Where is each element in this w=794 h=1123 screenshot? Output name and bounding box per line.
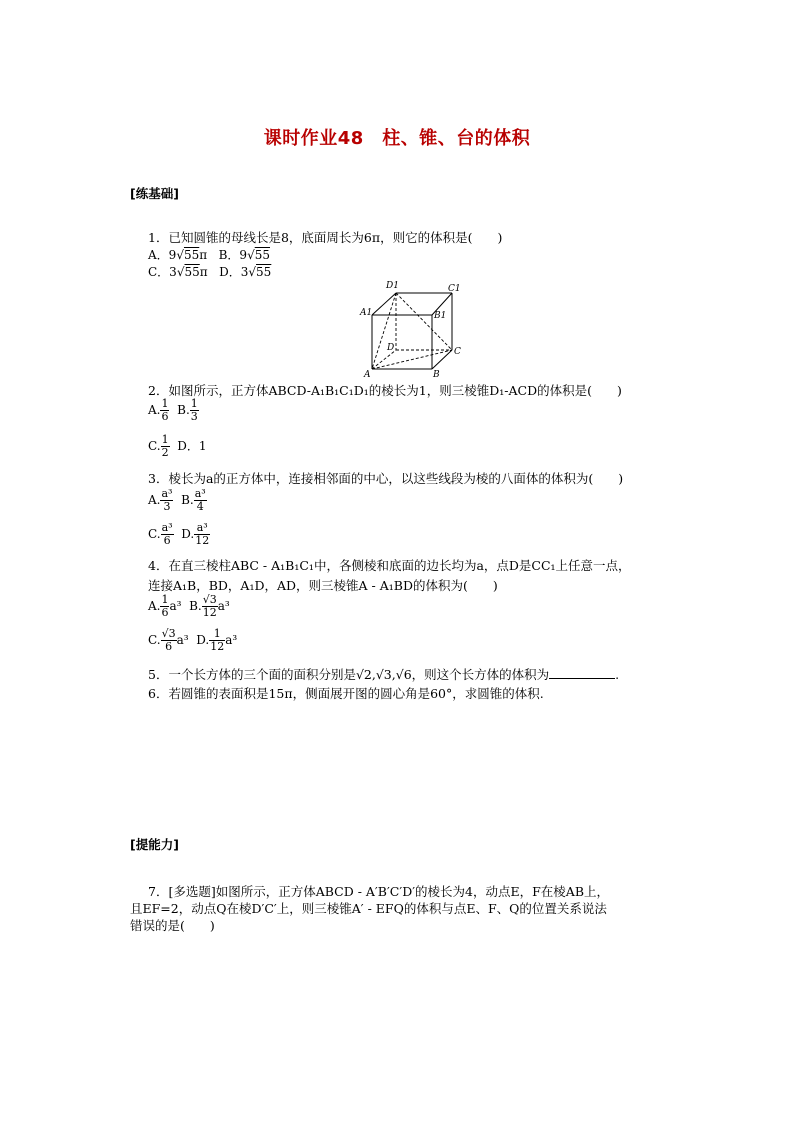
question-3-options-ab: [148, 488, 207, 513]
label-b1: B1: [434, 311, 447, 321]
question-1-options-ab: A．9√55π B．9√55: [148, 248, 270, 262]
section-basic-heading: [练基础]: [130, 186, 179, 201]
option-a-label: A.: [148, 493, 161, 507]
question-1-options-cd: C．3√55π D．3√55: [148, 265, 272, 279]
question-3-stem: 3．棱长为a的正方体中，连接相邻面的中心，以这些线段为棱的八面体的体积为( ): [148, 471, 624, 486]
option-c-label: C．3: [148, 265, 177, 279]
option-a-label: A．9: [148, 248, 177, 262]
option-c-fraction: $\frac{1}{2}$: [161, 433, 169, 459]
option-a-fraction: $\frac{1}{6}$: [161, 397, 169, 423]
question-3-options-cd: [148, 522, 210, 547]
option-c-label: C.: [148, 439, 161, 453]
option-b-fraction: $\frac{1}{3}$: [190, 397, 198, 423]
option-b-label: B．9: [218, 248, 248, 262]
option-d-radicand: 55: [256, 265, 272, 279]
question-2-options-cd: [148, 434, 206, 459]
option-a-tail: a³: [169, 599, 182, 613]
question-7-stem-line-3: 错误的是( ): [130, 918, 215, 933]
option-d-fraction: $\frac{\text{a³}}{12}$: [195, 521, 210, 547]
option-c-tail: a³: [176, 633, 189, 647]
option-d-label: D．3: [219, 265, 249, 279]
label-d: D: [387, 343, 395, 353]
option-b-radicand: 55: [254, 248, 270, 262]
option-d-label: D．1: [177, 439, 207, 453]
option-b-fraction: $\frac{√3}{12}$: [202, 593, 217, 619]
question-7-stem-line-1: 7．[多选题]如图所示，正方体ABCD - A′B′C′D′的棱长为4，动点E，F在棱AB上，: [148, 884, 610, 899]
option-c-fraction: $\frac{\text{a³}}{6}$: [161, 521, 173, 547]
option-a-label: A.: [148, 599, 161, 613]
label-c1: C1: [448, 284, 461, 294]
label-d1: D1: [386, 281, 399, 291]
question-2-stem: 2．如图所示，正方体ABCD-A₁B₁C₁D₁的棱长为1，则三棱锥D₁-ACD的体积是( ): [148, 383, 622, 398]
question-4-options-cd: [148, 628, 237, 653]
option-c-tail: π: [199, 265, 208, 279]
question-4-options-ab: [148, 594, 230, 619]
question-2-options-ab: [148, 398, 199, 423]
question-1-stem: 1．已知圆锥的母线长是8，底面周长为6π，则它的体积是( ): [148, 230, 503, 245]
option-d-tail: a³: [225, 633, 238, 647]
option-d-fraction: $\frac{1}{12}$: [210, 627, 225, 653]
label-b: B: [433, 370, 440, 380]
option-d-label: D.: [181, 527, 195, 541]
option-b-tail: a³: [217, 599, 230, 613]
question-5-stem: [148, 665, 619, 683]
edge-bc: [432, 350, 452, 369]
answer-blank[interactable]: [549, 666, 615, 679]
option-a-radicand: 55: [183, 248, 200, 262]
option-b-label: B.: [181, 493, 194, 507]
question-4-stem-line-1: 4．在直三棱柱ABC - A₁B₁C₁中，各侧棱和底面的边长均为a，点D是CC₁上任意一点，: [148, 558, 631, 573]
section-advanced-heading: [提能力]: [130, 837, 179, 852]
option-a-tail: π: [199, 248, 208, 262]
cube-figure: [355, 278, 465, 380]
option-a-label: A.: [148, 403, 161, 417]
question-5-text: 5．一个长方体的三个面的面积分别是√2,√3,√6，则这个长方体的体积为: [148, 667, 550, 682]
option-a-fraction: $\frac{1}{6}$: [161, 593, 169, 619]
label-a1: A1: [360, 308, 373, 318]
question-5-period: .: [615, 667, 620, 682]
option-b-label: B.: [177, 403, 190, 417]
option-c-label: C.: [148, 633, 161, 647]
page-title: 课时作业48 柱、锥、台的体积: [263, 128, 531, 149]
option-c-label: C.: [148, 527, 161, 541]
option-b-label: B.: [189, 599, 202, 613]
label-a: A: [364, 370, 371, 380]
question-4-stem-line-2: 连接A₁B，BD，A₁D，AD，则三棱锥A - A₁BD的体积为( ): [148, 578, 498, 593]
option-b-fraction: $\frac{\text{a³}}{4}$: [194, 487, 206, 513]
question-6-stem: 6．若圆锥的表面积是15π，侧面展开图的圆心角是60°，求圆锥的体积.: [148, 686, 544, 701]
option-c-radicand: 55: [184, 265, 200, 279]
option-c-fraction: $\frac{√3}{6}$: [161, 627, 176, 653]
question-7-stem-line-2: 且EF=2，动点Q在棱D′C′上，则三棱锥A′ - EFQ的体积与点E、F、Q的位置关系说法: [130, 901, 607, 916]
option-a-fraction: $\frac{\text{a³}}{3}$: [161, 487, 173, 513]
option-d-label: D.: [196, 633, 210, 647]
label-c: C: [454, 347, 461, 357]
